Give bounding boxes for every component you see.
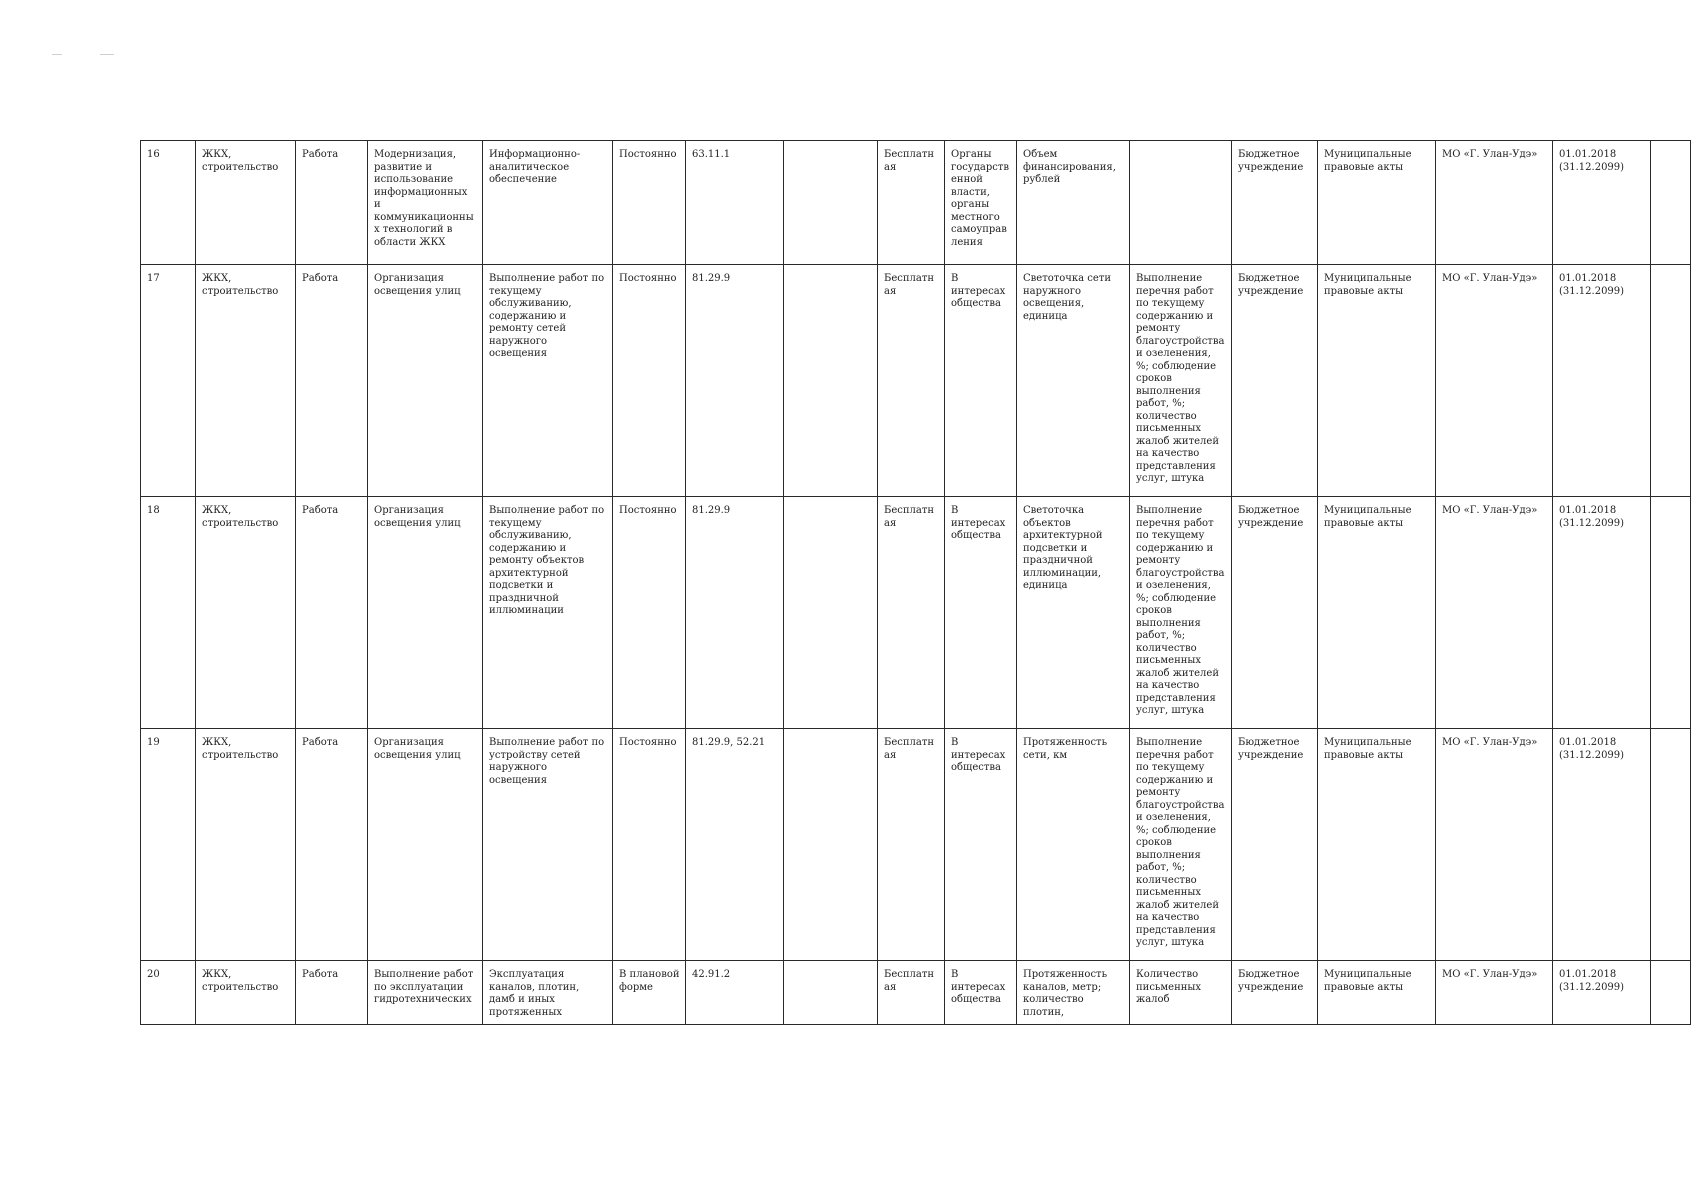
trailing-empty-column-cell bbox=[1651, 497, 1691, 729]
quality-indicator-cell: Выполнение перечня работ по текущему содержанию и ремонту благоустройства и озеленения, %; соблюдение сроков выполнения работ, %; количество письменных жалоб жителей на качество представления услуг, штука bbox=[1130, 729, 1232, 961]
founder-cell: МО «Г. Улан-Удэ» bbox=[1436, 265, 1553, 497]
validity-dates-cell: 01.01.2018 (31.12.2099) bbox=[1553, 497, 1651, 729]
trailing-empty-column-cell bbox=[1651, 141, 1691, 265]
volume-indicator-cell: Светоточка объектов архитектурной подсветки и праздничной иллюминации, единица bbox=[1017, 497, 1130, 729]
trailing-empty-column-cell bbox=[1651, 961, 1691, 1025]
item-kind-cell: Работа bbox=[296, 141, 368, 265]
provision-conditions-cell: В плановой форме bbox=[613, 961, 686, 1025]
quality-indicator-cell bbox=[1130, 141, 1232, 265]
work-name-cell: Выполнение работ по эксплуатации гидротехнических bbox=[368, 961, 483, 1025]
payment-type-cell: Бесплатная bbox=[878, 961, 945, 1025]
consumer-category-cell: В интересах общества bbox=[945, 961, 1017, 1025]
work-name-cell: Организация освещения улиц bbox=[368, 265, 483, 497]
work-name-cell: Модернизация, развитие и использование информационных и коммуникационных технологий в области ЖКХ bbox=[368, 141, 483, 265]
trailing-empty-column-cell bbox=[1651, 265, 1691, 497]
work-content-cell: Эксплуатация каналов, плотин, дамб и иных протяженных bbox=[483, 961, 613, 1025]
work-content-cell: Выполнение работ по текущему обслуживанию, содержанию и ремонту сетей наружного освещения bbox=[483, 265, 613, 497]
row-number-cell: 20 bbox=[141, 961, 196, 1025]
empty-column-cell bbox=[784, 497, 878, 729]
founder-cell: МО «Г. Улан-Удэ» bbox=[1436, 961, 1553, 1025]
legal-basis-cell: Муниципальные правовые акты bbox=[1318, 265, 1436, 497]
scan-mark bbox=[52, 54, 62, 55]
validity-dates-cell: 01.01.2018 (31.12.2099) bbox=[1553, 141, 1651, 265]
scan-mark bbox=[100, 54, 114, 55]
institution-type-cell: Бюджетное учреждение bbox=[1232, 961, 1318, 1025]
activity-sphere-cell: ЖКХ, строительство bbox=[196, 265, 296, 497]
activity-sphere-cell: ЖКХ, строительство bbox=[196, 141, 296, 265]
institution-type-cell: Бюджетное учреждение bbox=[1232, 265, 1318, 497]
row-number-cell: 19 bbox=[141, 729, 196, 961]
legal-basis-cell: Муниципальные правовые акты bbox=[1318, 497, 1436, 729]
table-row bbox=[141, 141, 1691, 265]
table-row bbox=[141, 961, 1691, 1025]
row-number-cell: 16 bbox=[141, 141, 196, 265]
volume-indicator-cell: Объем финансирования, рублей bbox=[1017, 141, 1130, 265]
activity-sphere-cell: ЖКХ, строительство bbox=[196, 497, 296, 729]
legal-basis-cell: Муниципальные правовые акты bbox=[1318, 729, 1436, 961]
table-row bbox=[141, 265, 1691, 497]
activity-sphere-cell: ЖКХ, строительство bbox=[196, 961, 296, 1025]
item-kind-cell: Работа bbox=[296, 961, 368, 1025]
okved-code-cell: 42.91.2 bbox=[686, 961, 784, 1025]
item-kind-cell: Работа bbox=[296, 497, 368, 729]
founder-cell: МО «Г. Улан-Удэ» bbox=[1436, 729, 1553, 961]
okved-code-cell: 63.11.1 bbox=[686, 141, 784, 265]
consumer-category-cell: Органы государственной власти, органы местного самоуправления bbox=[945, 141, 1017, 265]
services-registry-table bbox=[140, 140, 1691, 1025]
work-content-cell: Выполнение работ по текущему обслуживанию, содержанию и ремонту объектов архитектурной подсветки и праздничной иллюминации bbox=[483, 497, 613, 729]
activity-sphere-cell: ЖКХ, строительство bbox=[196, 729, 296, 961]
trailing-empty-column-cell bbox=[1651, 729, 1691, 961]
item-kind-cell: Работа bbox=[296, 729, 368, 961]
provision-conditions-cell: Постоянно bbox=[613, 141, 686, 265]
validity-dates-cell: 01.01.2018 (31.12.2099) bbox=[1553, 729, 1651, 961]
okved-code-cell: 81.29.9, 52.21 bbox=[686, 729, 784, 961]
payment-type-cell: Бесплатная bbox=[878, 729, 945, 961]
founder-cell: МО «Г. Улан-Удэ» bbox=[1436, 141, 1553, 265]
payment-type-cell: Бесплатная bbox=[878, 141, 945, 265]
work-name-cell: Организация освещения улиц bbox=[368, 729, 483, 961]
item-kind-cell: Работа bbox=[296, 265, 368, 497]
empty-column-cell bbox=[784, 961, 878, 1025]
volume-indicator-cell: Протяженность сети, км bbox=[1017, 729, 1130, 961]
okved-code-cell: 81.29.9 bbox=[686, 265, 784, 497]
institution-type-cell: Бюджетное учреждение bbox=[1232, 497, 1318, 729]
provision-conditions-cell: Постоянно bbox=[613, 497, 686, 729]
consumer-category-cell: В интересах общества bbox=[945, 497, 1017, 729]
legal-basis-cell: Муниципальные правовые акты bbox=[1318, 961, 1436, 1025]
provision-conditions-cell: Постоянно bbox=[613, 729, 686, 961]
legal-basis-cell: Муниципальные правовые акты bbox=[1318, 141, 1436, 265]
payment-type-cell: Бесплатная bbox=[878, 497, 945, 729]
institution-type-cell: Бюджетное учреждение bbox=[1232, 141, 1318, 265]
row-number-cell: 18 bbox=[141, 497, 196, 729]
work-content-cell: Информационно-аналитическое обеспечение bbox=[483, 141, 613, 265]
volume-indicator-cell: Протяженность каналов, метр; количество плотин, bbox=[1017, 961, 1130, 1025]
provision-conditions-cell: Постоянно bbox=[613, 265, 686, 497]
quality-indicator-cell: Количество письменных жалоб bbox=[1130, 961, 1232, 1025]
quality-indicator-cell: Выполнение перечня работ по текущему содержанию и ремонту благоустройства и озеленения, %; соблюдение сроков выполнения работ, %; количество письменных жалоб жителей на качество представления услуг, штука bbox=[1130, 265, 1232, 497]
okved-code-cell: 81.29.9 bbox=[686, 497, 784, 729]
volume-indicator-cell: Светоточка сети наружного освещения, единица bbox=[1017, 265, 1130, 497]
table-row bbox=[141, 497, 1691, 729]
quality-indicator-cell: Выполнение перечня работ по текущему содержанию и ремонту благоустройства и озеленения, %; соблюдение сроков выполнения работ, %; количество письменных жалоб жителей на качество представления услуг, штука bbox=[1130, 497, 1232, 729]
founder-cell: МО «Г. Улан-Удэ» bbox=[1436, 497, 1553, 729]
validity-dates-cell: 01.01.2018 (31.12.2099) bbox=[1553, 961, 1651, 1025]
payment-type-cell: Бесплатная bbox=[878, 265, 945, 497]
empty-column-cell bbox=[784, 729, 878, 961]
empty-column-cell bbox=[784, 141, 878, 265]
row-number-cell: 17 bbox=[141, 265, 196, 497]
empty-column-cell bbox=[784, 265, 878, 497]
consumer-category-cell: В интересах общества bbox=[945, 265, 1017, 497]
table-row bbox=[141, 729, 1691, 961]
consumer-category-cell: В интересах общества bbox=[945, 729, 1017, 961]
work-content-cell: Выполнение работ по устройству сетей наружного освещения bbox=[483, 729, 613, 961]
work-name-cell: Организация освещения улиц bbox=[368, 497, 483, 729]
validity-dates-cell: 01.01.2018 (31.12.2099) bbox=[1553, 265, 1651, 497]
institution-type-cell: Бюджетное учреждение bbox=[1232, 729, 1318, 961]
